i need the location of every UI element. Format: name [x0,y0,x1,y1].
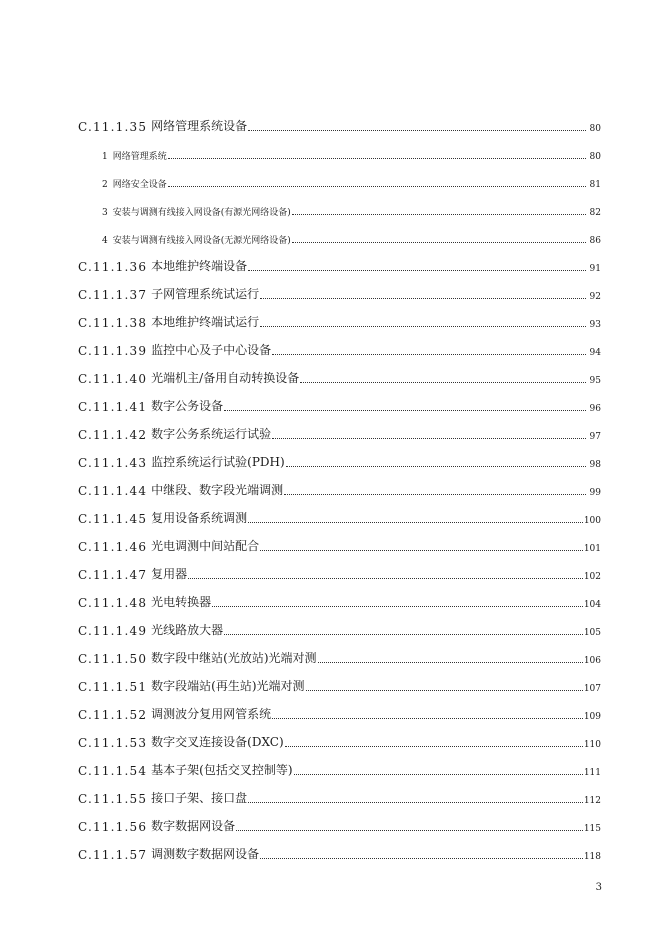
toc-entry-code: 2 [102,180,108,190]
toc-entry[interactable] [78,134,601,162]
toc-entry-code: C.11.1.46 [78,540,148,554]
toc-entry[interactable] [78,358,601,386]
toc-entry[interactable] [78,162,601,190]
dot-leader [248,129,586,131]
toc-entry[interactable] [78,638,601,666]
toc-entry-title: 网络安全设备 [112,180,167,190]
toc-entry[interactable] [78,666,601,694]
toc-entry[interactable] [78,582,601,610]
toc-entry[interactable] [78,610,601,638]
toc-entry-code: C.11.1.43 [78,456,148,470]
dot-leader [260,857,583,859]
toc-entry-title: 光端机主/备用自动转换设备 [151,371,300,385]
toc-entry-title: 监控中心及子中心设备 [151,343,272,357]
toc-entry-page: 99 [589,488,601,498]
toc-entry[interactable] [78,442,601,470]
toc-entry-title: 数字段中继站(光放站)光端对测 [151,651,317,665]
dot-leader [318,661,583,663]
toc-entry-title: 数字交叉连接设备(DXC) [151,735,284,749]
dot-leader [306,689,583,691]
toc-entry-page: 101 [583,544,601,554]
toc-entry[interactable] [78,386,601,414]
toc-entry-code: C.11.1.56 [78,820,148,834]
toc-entry-page: 81 [589,180,601,190]
toc-entry-code: 3 [102,208,108,218]
toc-entry[interactable] [78,554,601,582]
toc-entry-page: 100 [583,516,601,526]
dot-leader [272,717,583,719]
toc-entry-title: 复用设备系统调测 [151,511,248,525]
toc-entry[interactable] [78,190,601,218]
toc-entry[interactable] [78,302,601,330]
toc-entry-code: C.11.1.38 [78,316,148,330]
dot-leader [260,325,586,327]
toc-entry-title: 复用器 [151,567,188,581]
toc-entry-page: 98 [589,460,601,470]
toc-entry-code: C.11.1.51 [78,680,148,694]
toc-entry-page: 111 [583,768,601,778]
toc-entry-page: 94 [589,348,601,358]
toc-entry-page: 82 [589,208,601,218]
toc-entry[interactable] [78,778,601,806]
toc-entry-page: 97 [589,432,601,442]
dot-leader [272,437,586,439]
toc-entry-title: 子网管理系统试运行 [151,287,260,301]
toc-entry-title: 本地维护终端设备 [151,259,248,273]
toc-entry-code: C.11.1.45 [78,512,148,526]
dot-leader [292,213,586,215]
toc-entry-page: 110 [583,740,601,750]
dot-leader [236,829,583,831]
toc-entry-code: C.11.1.37 [78,288,148,302]
dot-leader [292,241,586,243]
toc-entry-page: 115 [583,824,601,834]
dot-leader [300,381,586,383]
toc-entry-title: 本地维护终端试运行 [151,315,260,329]
dot-leader [224,409,586,411]
toc-entry-code: C.11.1.55 [78,792,148,806]
toc-entry[interactable] [78,246,601,274]
toc-entry[interactable] [78,470,601,498]
toc-entry-code: C.11.1.47 [78,568,148,582]
toc-entry-page: 91 [589,264,601,274]
toc-entry-code: C.11.1.53 [78,736,148,750]
toc-entry-page: 104 [583,600,601,610]
toc-entry-code: C.11.1.49 [78,624,148,638]
toc-entry-code: C.11.1.40 [78,372,148,386]
dot-leader [284,493,586,495]
toc-entry-code: C.11.1.57 [78,848,148,862]
dot-leader [248,269,586,271]
toc-entry-page: 80 [589,124,601,134]
toc-entry-code: C.11.1.35 [78,120,148,134]
toc-entry[interactable] [78,694,601,722]
toc-entry-code: C.11.1.39 [78,344,148,358]
toc-entry-title: 调测数字数据网设备 [151,847,260,861]
toc-entry-page: 118 [583,852,601,862]
toc-entry[interactable] [78,498,601,526]
toc-entry-title: 网络管理系统 [112,152,167,162]
toc-entry-code: 4 [102,236,108,246]
dot-leader [260,297,586,299]
dot-leader [286,465,586,467]
toc-entry-title: 光电调测中间站配合 [151,539,260,553]
toc-entry[interactable] [78,834,601,862]
dot-leader [168,157,586,159]
toc-entry-page: 95 [589,376,601,386]
toc-entry-page: 86 [589,236,601,246]
toc-entry-page: 102 [583,572,601,582]
toc-entry[interactable] [78,330,601,358]
toc-entry[interactable] [78,274,601,302]
toc-entry-page: 80 [589,152,601,162]
dot-leader [248,521,583,523]
toc-entry-title: 接口子架、接口盘 [151,791,248,805]
toc-entry-title: 中继段、数字段光端调测 [151,483,284,497]
toc-entry-page: 93 [589,320,601,330]
toc-entry-page: 109 [583,712,601,722]
toc-entry[interactable] [78,722,601,750]
toc-entry-code: C.11.1.52 [78,708,148,722]
toc-entry-page: 92 [589,292,601,302]
dot-leader [224,633,583,635]
toc-entry-title: 监控系统运行试验(PDH) [151,455,285,469]
dot-leader [248,801,583,803]
toc-entry-page: 112 [583,796,601,806]
toc-entry-code: 1 [102,152,108,162]
toc-entry-code: C.11.1.54 [78,764,148,778]
toc-entry[interactable] [78,526,601,554]
toc-entry[interactable] [78,218,601,246]
toc-entry-title: 调测波分复用网管系统 [151,707,272,721]
toc-entry-page: 105 [583,628,601,638]
toc-entry-title: 安装与调测有线接入网设备(有源光网络设备) [112,208,291,218]
toc-entry-title: 数字数据网设备 [151,819,236,833]
toc-entry-page: 96 [589,404,601,414]
toc-entry[interactable] [78,806,601,834]
table-of-contents [78,106,601,862]
toc-entry-title: 数字段端站(再生站)光端对测 [151,679,305,693]
dot-leader [294,773,583,775]
toc-entry-code: C.11.1.50 [78,652,148,666]
dot-leader [212,605,583,607]
dot-leader [272,353,586,355]
toc-entry-code: C.11.1.36 [78,260,148,274]
dot-leader [285,745,583,747]
toc-entry[interactable] [78,106,601,134]
toc-entry[interactable] [78,750,601,778]
toc-entry[interactable] [78,414,601,442]
toc-entry-title: 光线路放大器 [151,623,224,637]
dot-leader [188,577,583,579]
toc-entry-title: 安装与调测有线接入网设备(无源光网络设备) [112,236,291,246]
toc-entry-code: C.11.1.44 [78,484,148,498]
toc-entry-code: C.11.1.42 [78,428,148,442]
toc-entry-title: 光电转换器 [151,595,212,609]
dot-leader [260,549,583,551]
toc-entry-title: 数字公务系统运行试验 [151,427,272,441]
toc-entry-page: 107 [583,684,601,694]
toc-entry-code: C.11.1.48 [78,596,148,610]
page-number: 3 [595,882,602,893]
toc-entry-code: C.11.1.41 [78,400,148,414]
toc-entry-title: 基本子架(包括交叉控制等) [151,763,293,777]
dot-leader [168,185,586,187]
toc-entry-title: 网络管理系统设备 [151,119,248,133]
toc-entry-page: 106 [583,656,601,666]
toc-entry-title: 数字公务设备 [151,399,224,413]
